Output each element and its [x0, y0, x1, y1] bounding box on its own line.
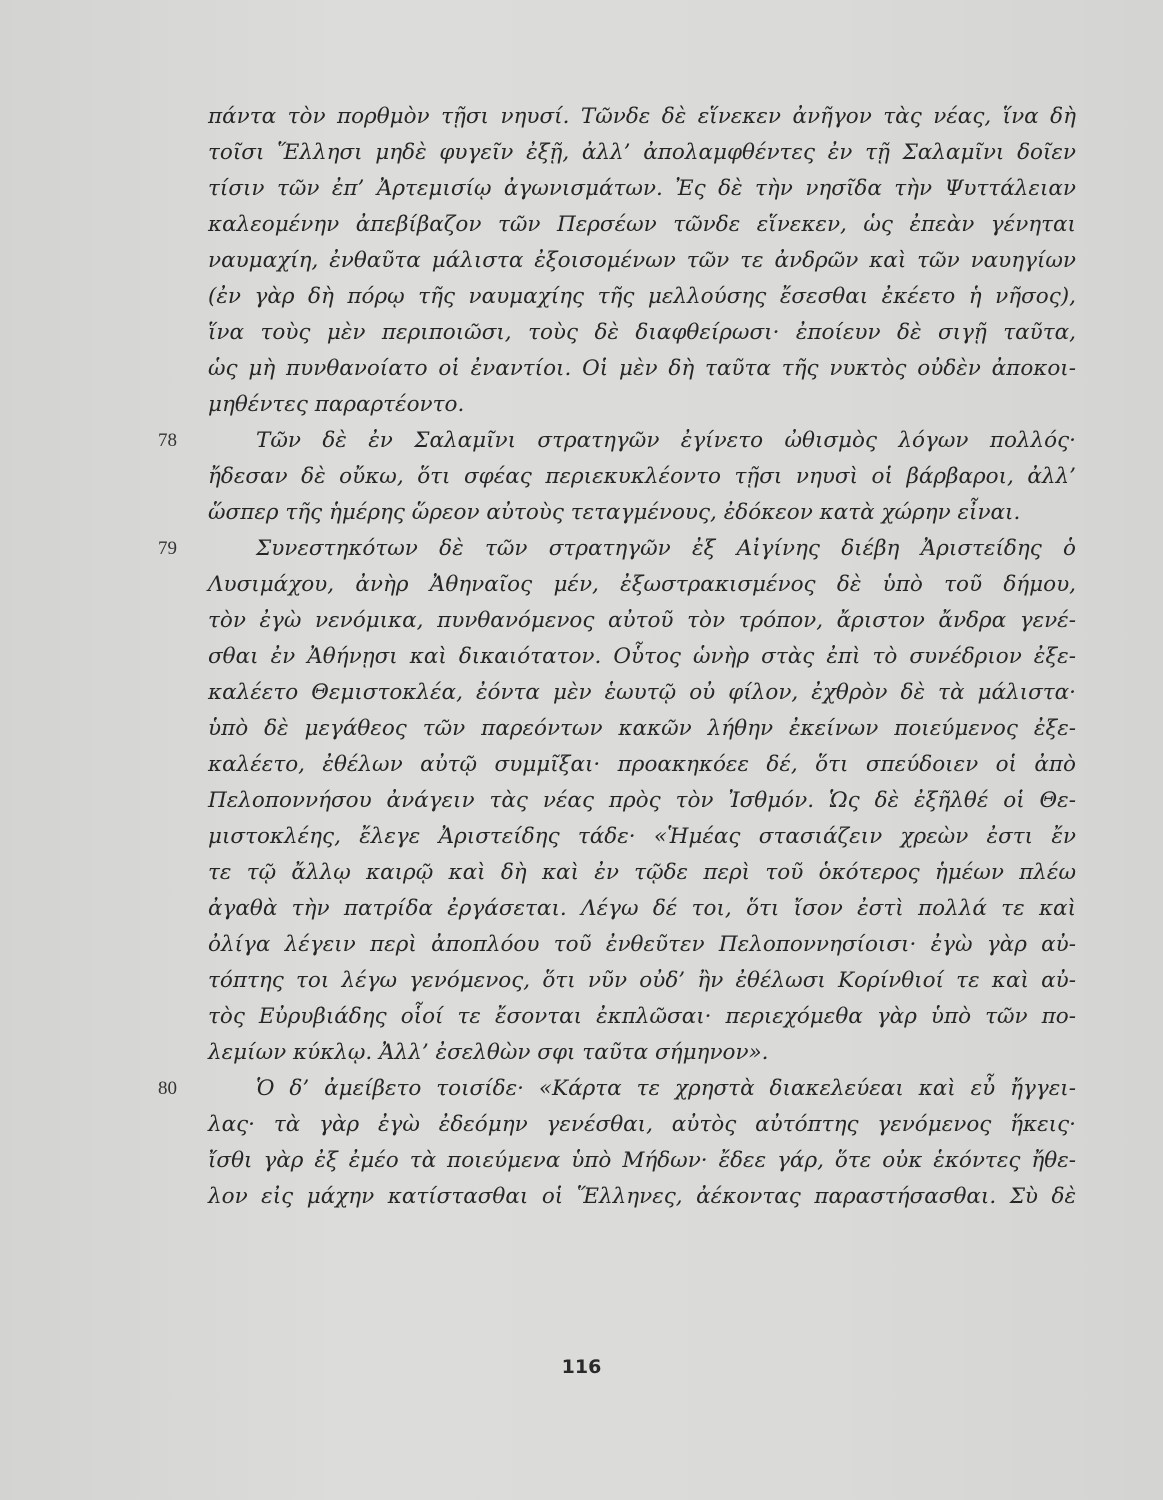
text-line	[208, 639, 1076, 675]
text-line	[208, 927, 1076, 963]
text-line	[208, 603, 1076, 639]
text-line	[208, 387, 1076, 423]
text-line	[208, 999, 1076, 1035]
line-text: μιστοκλέης, ἔλεγε Ἀριστείδης τάδε· «Ἡμέας στασιάζειν χρεὼν ἐστι ἔν	[208, 824, 1076, 849]
line-text: Ὁ δ’ ἀμείβετο τοισίδε· «Κάρτα τε χρηστὰ διακελεύεαι καὶ εὖ ἤγγει-	[256, 1076, 1076, 1101]
text-line	[208, 711, 1076, 747]
text-line	[158, 531, 1076, 567]
line-text: ὑπὸ δὲ μεγάθεος τῶν παρεόντων κακῶν λήθην ἐκείνων ποιεύμενος ἐξε-	[208, 716, 1076, 741]
section-number: 80	[158, 1078, 177, 1099]
line-text: καλέετο, ἐθέλων αὐτῷ συμμῖξαι· προακηκόεε δέ, ὅτι σπεύδοιεν οἱ ἀπὸ	[208, 752, 1076, 777]
line-text: τόπτης τοι λέγω γενόμενος, ὅτι νῦν οὐδ’ ἢν ἐθέλωσι Κορίνθιοί τε καὶ αὐ-	[208, 968, 1076, 993]
page-number: 116	[561, 1356, 602, 1378]
text-line	[208, 675, 1076, 711]
section-number: 78	[158, 430, 177, 451]
text-line	[208, 171, 1076, 207]
text-line	[158, 423, 1076, 459]
line-text: καλεομένην ἀπεβίβαζον τῶν Περσέων τῶνδε εἵνεκεν, ὡς ἐπεὰν γένηται	[208, 212, 1076, 237]
text-line	[208, 279, 1076, 315]
line-text: ὀλίγα λέγειν περὶ ἀποπλόου τοῦ ἐνθεῦτεν Πελοποννησίοισι· ἐγὼ γὰρ αὐ-	[208, 932, 1076, 957]
text-line	[208, 963, 1076, 999]
line-text: ἀγαθὰ τὴν πατρίδα ἐργάσεται. Λέγω δέ τοι, ὅτι ἴσον ἐστὶ πολλά τε καὶ	[208, 896, 1076, 921]
line-text: Λυσιμάχου, ἀνὴρ Ἀθηναῖος μέν, ἐξωστρακισμένος δὲ ὑπὸ τοῦ δήμου,	[208, 572, 1076, 597]
line-text: τὸν ἐγὼ νενόμικα, πυνθανόμενος αὐτοῦ τὸν τρόπον, ἄριστον ἄνδρα γενέ-	[208, 608, 1076, 633]
line-text: καλέετο Θεμιστοκλέα, ἐόντα μὲν ἑωυτῷ οὐ φίλον, ἐχθρὸν δὲ τὰ μάλιστα·	[208, 680, 1076, 705]
section-number: 79	[158, 538, 177, 559]
text-line	[208, 99, 1076, 135]
line-text: λεμίων κύκλῳ. Ἀλλ’ ἐσελθὼν σφι ταῦτα σήμηνον».	[208, 1040, 769, 1065]
line-text: Συνεστηκότων δὲ τῶν στρατηγῶν ἐξ Αἰγίνης διέβη Ἀριστείδης ὁ	[256, 536, 1076, 561]
line-text: τε τῷ ἄλλῳ καιρῷ καὶ δὴ καὶ ἐν τῷδε περὶ τοῦ ὁκότερος ἡμέων πλέω	[208, 860, 1076, 885]
line-text: Πελοποννήσου ἀνάγειν τὰς νέας πρὸς τὸν Ἰσθμόν. Ὡς δὲ ἐξῆλθέ οἱ Θε-	[208, 788, 1076, 813]
line-text: Τῶν δὲ ἐν Σαλαμῖνι στρατηγῶν ἐγίνετο ὠθισμὸς λόγων πολλός·	[256, 428, 1076, 453]
text-line	[208, 747, 1076, 783]
line-text: τίσιν τῶν ἐπ’ Ἀρτεμισίῳ ἀγωνισμάτων. Ἐς δὲ τὴν νησῖδα τὴν Ψυττάλειαν	[208, 176, 1076, 201]
line-text: πάντα τὸν πορθμὸν τῇσι νηυσί. Τῶνδε δὲ εἵνεκεν ἀνῆγον τὰς νέας, ἵνα δὴ	[208, 104, 1076, 129]
text-line	[208, 783, 1076, 819]
line-text: τὸς Εὐρυβιάδης οἷοί τε ἔσονται ἐκπλῶσαι· περιεχόμεθα γὰρ ὑπὸ τῶν πο-	[208, 1004, 1076, 1029]
line-text: λας· τὰ γὰρ ἐγὼ ἐδεόμην γενέσθαι, αὐτὸς αὐτόπτης γενόμενος ἥκεις·	[208, 1112, 1076, 1137]
text-line	[208, 1107, 1076, 1143]
text-line	[208, 495, 1076, 531]
text-line	[208, 855, 1076, 891]
line-text: ναυμαχίη, ἐνθαῦτα μάλιστα ἐξοισομένων τῶν τε ἀνδρῶν καὶ τῶν ναυηγίων	[208, 248, 1076, 273]
line-text: τοῖσι Ἕλλησι μηδὲ φυγεῖν ἐξῇ, ἀλλ’ ἀπολαμφθέντες ἐν τῇ Σαλαμῖνι δοῖεν	[208, 140, 1076, 165]
text-line	[208, 207, 1076, 243]
text-line	[208, 135, 1076, 171]
text-line	[208, 891, 1076, 927]
text-line	[208, 243, 1076, 279]
line-text: ἴσθι γὰρ ἐξ ἐμέο τὰ ποιεύμενα ὑπὸ Μήδων· ἔδεε γάρ, ὅτε οὐκ ἑκόντες ἤθε-	[208, 1148, 1076, 1173]
line-text: ἤδεσαν δὲ οὔκω, ὅτι σφέας περιεκυκλέοντο τῇσι νηυσὶ οἱ βάρβαροι, ἀλλ’	[208, 464, 1076, 489]
text-line	[208, 351, 1076, 387]
line-text: σθαι ἐν Ἀθήνῃσι καὶ δικαιότατον. Οὗτος ὡνὴρ στὰς ἐπὶ τὸ συνέδριον ἐξε-	[208, 644, 1076, 669]
text-line	[208, 567, 1076, 603]
body-text	[158, 99, 1076, 1215]
text-line	[208, 1179, 1076, 1215]
line-text: ὥσπερ τῆς ἡμέρης ὥρεον αὐτοὺς τεταγμένους, ἐδόκεον κατὰ χώρην εἶναι.	[208, 500, 1021, 525]
text-line	[208, 819, 1076, 855]
text-line	[208, 459, 1076, 495]
line-text: (ἐν γὰρ δὴ πόρῳ τῆς ναυμαχίης τῆς μελλούσης ἔσεσθαι ἐκέετο ἡ νῆσος),	[208, 284, 1076, 309]
line-text: μηθέντες παραρτέοντο.	[208, 392, 465, 417]
text-line	[208, 1035, 1076, 1071]
line-text: λον εἰς μάχην κατίστασθαι οἱ Ἕλληνες, ἀέκοντας παραστήσασθαι. Σὺ δὲ	[208, 1184, 1076, 1209]
text-line	[208, 1143, 1076, 1179]
line-text: ἵνα τοὺς μὲν περιποιῶσι, τοὺς δὲ διαφθείρωσι· ἐποίευν δὲ σιγῇ ταῦτα,	[208, 320, 1076, 345]
text-line	[158, 1071, 1076, 1107]
text-line	[208, 315, 1076, 351]
line-text: ὡς μὴ πυνθανοίατο οἱ ἐναντίοι. Οἱ μὲν δὴ ταῦτα τῆς νυκτὸς οὐδὲν ἀποκοι-	[208, 356, 1076, 381]
